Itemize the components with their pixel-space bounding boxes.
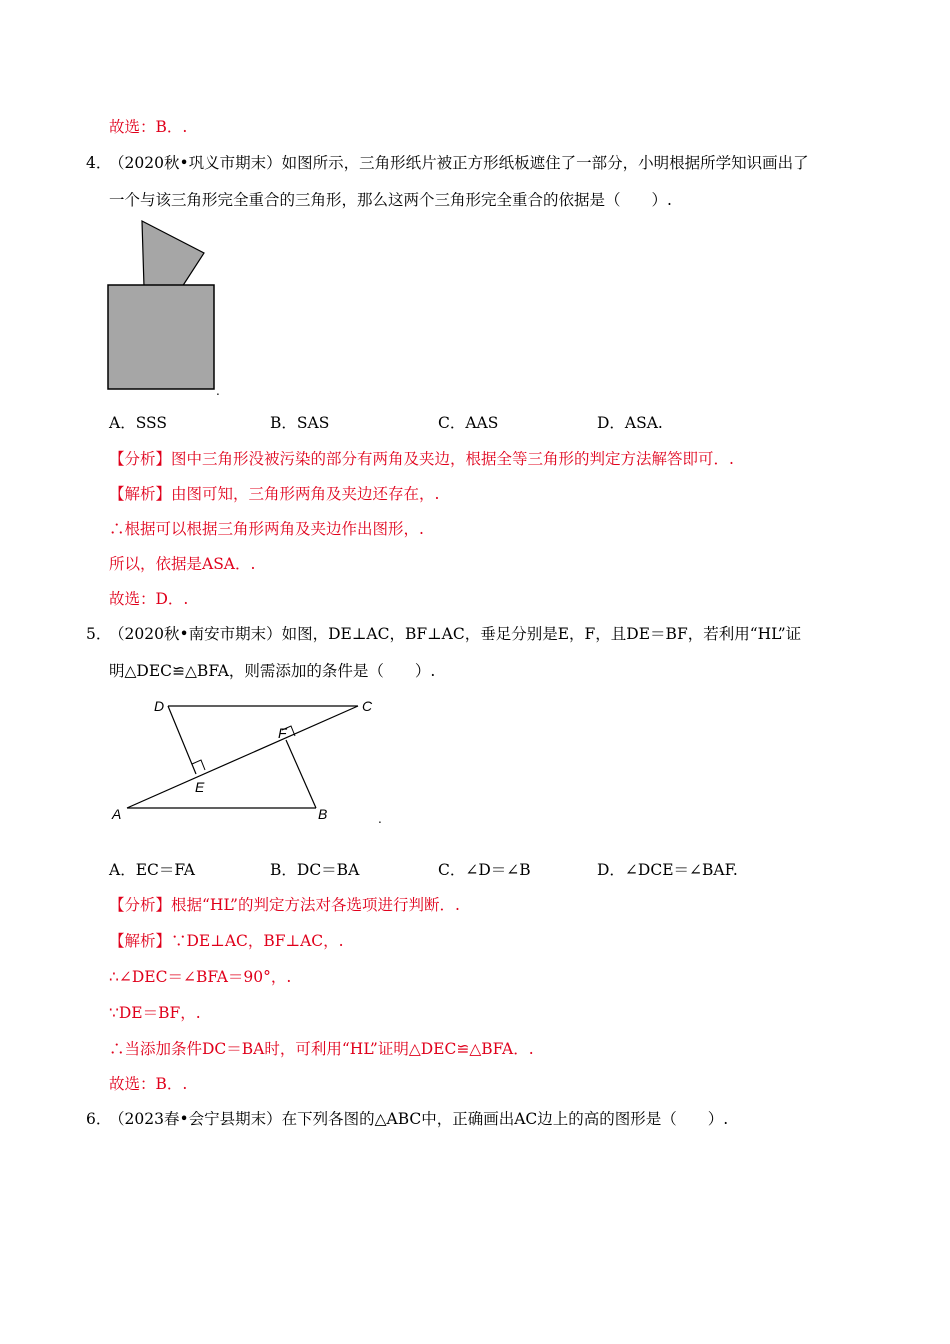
q5-step3: ∴当添加条件DC＝BA时，可利用“HL”证明△DEC≌△BFA．.	[109, 1040, 534, 1058]
q5-option-a: A．EC＝FA	[109, 861, 195, 879]
q4-option-c: C．AAS	[438, 414, 499, 432]
q4-figure-dot: .	[216, 384, 220, 398]
q4-option-b: B．SAS	[270, 414, 330, 432]
q5-stem-line2: 明△DEC≌△BFA，则需添加的条件是（ ）.	[109, 662, 436, 680]
q6-number: 6．	[86, 1110, 112, 1128]
label-b: B	[318, 806, 328, 822]
q4-triangle	[142, 221, 204, 287]
q4-analysis: 【分析】图中三角形没被污染的部分有两角及夹边，根据全等三角形的判定方法解答即可．.	[109, 450, 734, 468]
q5-option-c: C．∠D＝∠B	[438, 861, 531, 879]
q4-choice: 故选：D．.	[109, 590, 189, 608]
q5-step1: ∴∠DEC＝∠BFA＝90°，.	[109, 968, 292, 986]
q4-option-a: A．SSS	[109, 414, 168, 432]
q5-number: 5．	[86, 625, 112, 643]
label-d: D	[154, 698, 165, 714]
q4-number: 4．	[86, 154, 112, 172]
q4-figure	[100, 215, 230, 400]
q4-step2: 所以，依据是ASA．.	[109, 555, 256, 573]
segment-bf	[286, 740, 316, 808]
q5-option-d: D．∠DCE＝∠BAF.	[597, 861, 738, 879]
q4-stem-line1: （2020秋•巩义市期末）如图所示，三角形纸片被正方形纸板遮住了一部分，小明根据所学知识画出了	[109, 154, 809, 172]
q4-stem-line2: 一个与该三角形完全重合的三角形，那么这两个三角形完全重合的依据是（ ）.	[109, 191, 672, 209]
segment-de	[168, 706, 196, 774]
q4-option-d: D．ASA.	[597, 414, 663, 432]
q5-choice: 故选：B．.	[109, 1075, 188, 1093]
q5-figure-dot: .	[378, 812, 382, 826]
segment-ac	[127, 706, 358, 808]
label-a: A	[112, 806, 122, 822]
q4-square	[108, 285, 214, 389]
q5-solution: 【解析】∵DE⊥AC，BF⊥AC，.	[109, 932, 344, 950]
q4-step1: ∴根据可以根据三角形两角及夹边作出图形，.	[109, 520, 424, 538]
prev-choice: 故选：B．.	[109, 118, 188, 136]
q5-analysis: 【分析】根据“HL”的判定方法对各选项进行判断．.	[109, 896, 460, 914]
q5-figure	[100, 690, 390, 830]
label-e: E	[195, 779, 205, 795]
q5-stem-line1: （2020秋•南安市期末）如图，DE⊥AC，BF⊥AC，垂足分别是E，F，且DE＝BF，若利用“HL”证	[109, 625, 802, 643]
label-c: C	[362, 698, 373, 714]
q6-stem-line1: （2023春•会宁县期末）在下列各图的△ABC中，正确画出AC边上的高的图形是（ ）.	[109, 1110, 729, 1128]
q4-solution: 【解析】由图可知，三角形两角及夹边还存在，.	[109, 485, 440, 503]
q5-step2: ∵DE＝BF，.	[109, 1004, 201, 1022]
q5-option-b: B．DC＝BA	[270, 861, 360, 879]
label-f: F	[278, 725, 287, 741]
